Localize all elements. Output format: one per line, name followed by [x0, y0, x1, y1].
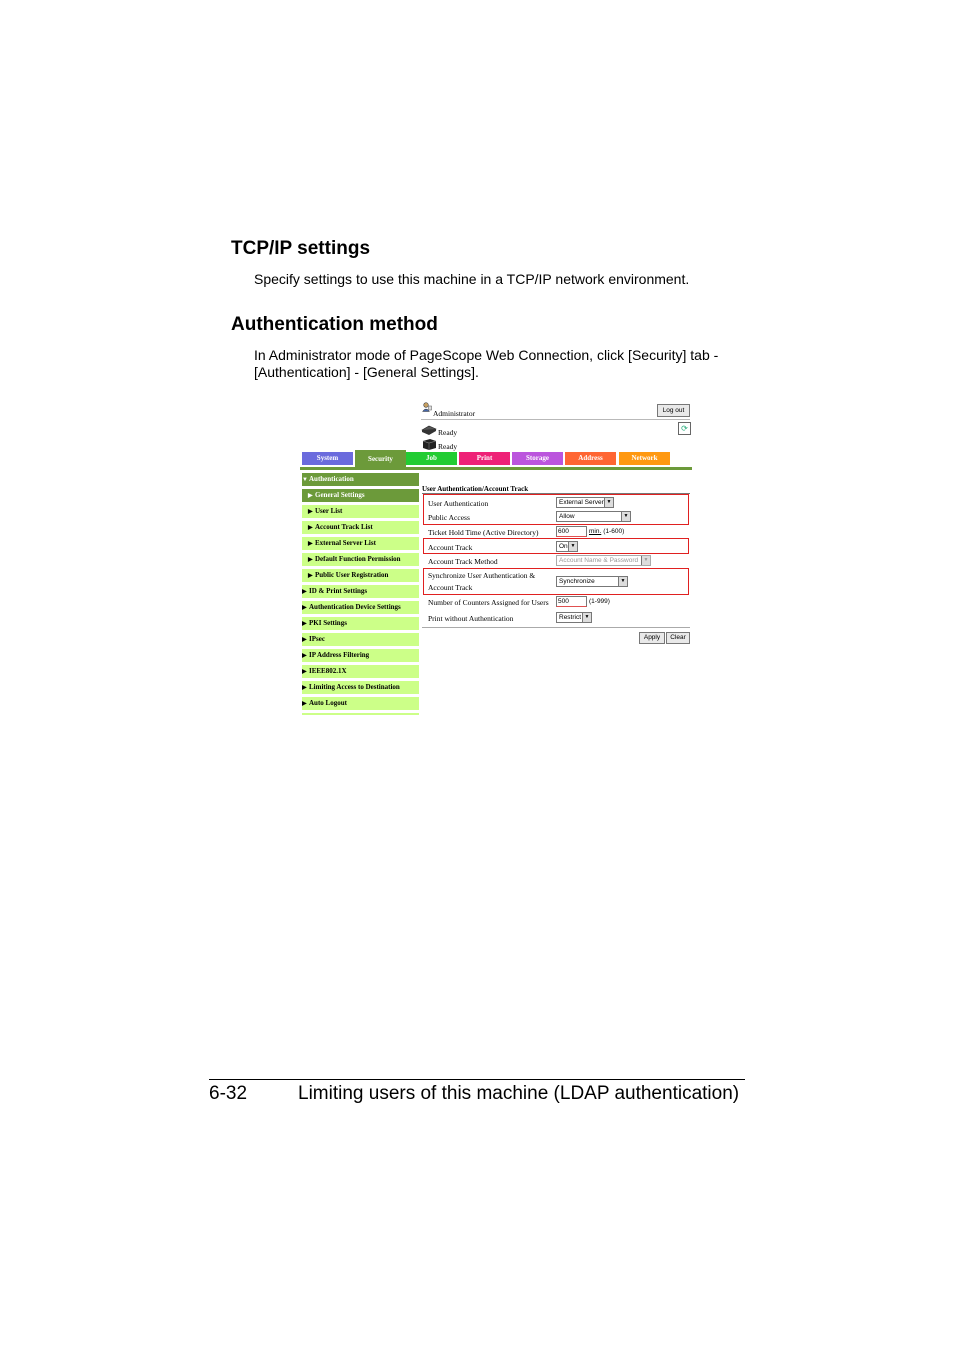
range-label: (1-600)	[603, 528, 625, 535]
printer-status-text: Ready	[438, 428, 458, 437]
triangle-right-icon: ▶	[308, 525, 313, 531]
account-track-select[interactable]	[556, 541, 578, 552]
field-public-access	[422, 509, 690, 523]
select-value: Account Name & Password	[559, 557, 639, 564]
field-label: Ticket Hold Time (Active Directory)	[428, 528, 539, 537]
select-value: External Server	[559, 499, 604, 506]
sidebar-item-general-settings[interactable]	[302, 489, 419, 503]
section-body-auth-line1: In Administrator mode of PageScope Web Connection, click [Security] tab -	[254, 347, 719, 363]
triangle-right-icon: ▶	[302, 685, 307, 691]
triangle-right-icon: ▶	[302, 701, 307, 707]
sidebar-item-label: ID & Print Settings	[309, 587, 368, 595]
web-connection-screenshot	[300, 396, 692, 720]
tab-system[interactable]: System	[302, 452, 353, 465]
user-authentication-select[interactable]	[556, 497, 614, 508]
triangle-right-icon: ▶	[302, 669, 307, 675]
sidebar-item-pki-settings[interactable]	[302, 617, 419, 631]
admin-label: Administrator	[433, 409, 476, 418]
sidebar-item-user-list[interactable]	[302, 505, 419, 519]
section-body-tcpip: Specify settings to use this machine in a TCP/IP network environment.	[254, 271, 690, 287]
select-value: Allow	[559, 513, 575, 520]
apply-button[interactable]: Apply	[639, 632, 665, 644]
tab-address[interactable]: Address	[565, 452, 616, 465]
tab-network[interactable]: Network	[619, 452, 670, 465]
tab-print[interactable]: Print	[459, 452, 510, 465]
sidebar-item-account-track-list[interactable]	[302, 521, 419, 535]
sidebar-item-label: Authentication Device Settings	[309, 603, 401, 611]
select-value: Restrict	[559, 614, 582, 621]
admin-bar	[421, 399, 690, 420]
triangle-right-icon: ▶	[302, 637, 307, 643]
footer-rule	[209, 1079, 745, 1080]
dropdown-arrow-icon: ▼	[618, 577, 627, 586]
sidebar-item-authentication-device-settings[interactable]	[302, 601, 419, 615]
sidebar-item-label: PKI Settings	[309, 619, 347, 627]
triangle-right-icon: ▶	[302, 621, 307, 627]
printer-icon	[421, 424, 437, 436]
clear-button[interactable]: Clear	[666, 632, 690, 644]
tab-job[interactable]: Job	[406, 452, 457, 465]
sidebar-item-label: Account Track List	[315, 523, 373, 531]
field-label: Synchronize User Authentication &	[428, 571, 536, 580]
divider	[422, 627, 690, 628]
scanner-status	[421, 438, 458, 453]
sidebar-item-ip-address-filtering[interactable]	[302, 649, 419, 663]
print-without-authentication-select[interactable]	[556, 612, 592, 623]
sidebar-item-default-function-permission[interactable]	[302, 553, 419, 567]
field-label: Account Track Method	[428, 557, 498, 566]
counters-input[interactable]: 500	[556, 596, 587, 607]
form-title: User Authentication/Account Track	[422, 485, 529, 493]
sidebar-item-label: IEEE802.1X	[309, 667, 347, 675]
dropdown-arrow-icon: ▼	[582, 613, 591, 622]
sidebar-item-ieee8021x[interactable]	[302, 665, 419, 679]
range-label: (1-999)	[589, 598, 610, 605]
footer-page-number: 6-32	[209, 1083, 248, 1104]
field-label: Print without Authentication	[428, 614, 514, 623]
triangle-right-icon: ▶	[308, 509, 313, 515]
sidebar-item-label: Auto Logout	[309, 699, 347, 707]
sidebar-item-auto-logout[interactable]	[302, 697, 419, 711]
sidebar-item-limiting-access[interactable]	[302, 681, 419, 695]
triangle-right-icon: ▶	[302, 589, 307, 595]
sidebar-item-label: Default Function Permission	[315, 555, 401, 563]
scanner-status-text: Ready	[438, 442, 458, 451]
sidebar-item-ipsec[interactable]	[302, 633, 419, 647]
sidebar-item-id-print-settings[interactable]	[302, 585, 419, 599]
triangle-right-icon: ▶	[308, 541, 313, 547]
field-counters	[422, 594, 690, 608]
footer-title: Limiting users of this machine (LDAP authentication)	[298, 1083, 740, 1104]
sidebar-item-label: Public User Registration	[315, 571, 389, 579]
field-ticket-hold-time	[422, 524, 690, 538]
field-account-track-method	[422, 553, 690, 567]
field-print-without-authentication	[422, 610, 690, 624]
triangle-right-icon: ▶	[308, 493, 313, 499]
triangle-right-icon: ▶	[302, 653, 307, 659]
field-user-authentication	[422, 495, 690, 509]
section-body-auth-line2: [Authentication] - [General Settings].	[254, 364, 479, 380]
dropdown-arrow-icon: ▼	[641, 556, 650, 565]
select-value: On	[559, 543, 568, 550]
section-heading-auth: Authentication method	[231, 314, 438, 335]
field-label: Public Access	[428, 513, 470, 522]
synchronize-select[interactable]	[556, 576, 628, 587]
triangle-down-icon: ▼	[302, 477, 308, 483]
sidebar-item-label: Limiting Access to Destination	[309, 683, 400, 691]
main-tabs	[300, 452, 692, 470]
public-access-select[interactable]	[556, 511, 631, 522]
sidebar-item-label: External Server List	[315, 539, 376, 547]
field-label: Account Track	[428, 583, 473, 592]
ticket-hold-time-input[interactable]: 600	[556, 526, 587, 537]
triangle-right-icon: ▶	[308, 557, 313, 563]
triangle-right-icon: ▶	[302, 605, 307, 611]
refresh-icon[interactable]: ⟳	[678, 422, 691, 435]
sidebar-item-public-user-registration[interactable]	[302, 569, 419, 583]
scanner-icon	[421, 438, 437, 451]
dropdown-arrow-icon: ▼	[568, 542, 577, 551]
sidebar-item-label: IPsec	[309, 635, 325, 643]
field-label: Number of Counters Assigned for Users	[428, 598, 549, 607]
dropdown-arrow-icon: ▼	[604, 498, 613, 507]
printer-status	[421, 424, 458, 438]
sidebar-item-label: User List	[315, 507, 343, 515]
sidebar-item-label: IP Address Filtering	[309, 651, 370, 659]
field-label: User Authentication	[428, 499, 489, 508]
logout-button[interactable]: Log out	[657, 404, 690, 417]
select-value: Synchronize	[559, 578, 595, 585]
tab-security[interactable]: Security	[355, 450, 406, 467]
tab-storage[interactable]: Storage	[512, 452, 563, 465]
sidebar-item-label: Authentication	[309, 475, 354, 483]
admin-user-icon	[422, 402, 432, 412]
sidebar-item-label: General Settings	[315, 491, 365, 499]
sidebar-item-authentication[interactable]	[302, 473, 419, 487]
sidebar-footer-bar	[302, 713, 419, 715]
field-label: Account Track	[428, 543, 473, 552]
dropdown-arrow-icon: ▼	[621, 512, 630, 521]
section-heading-tcpip: TCP/IP settings	[231, 238, 371, 259]
triangle-right-icon: ▶	[308, 573, 313, 579]
field-synchronize	[422, 569, 690, 593]
account-track-method-select[interactable]	[556, 555, 651, 566]
sidebar-item-external-server-list[interactable]	[302, 537, 419, 551]
unit-label: min.	[589, 528, 602, 535]
field-account-track	[422, 539, 690, 553]
